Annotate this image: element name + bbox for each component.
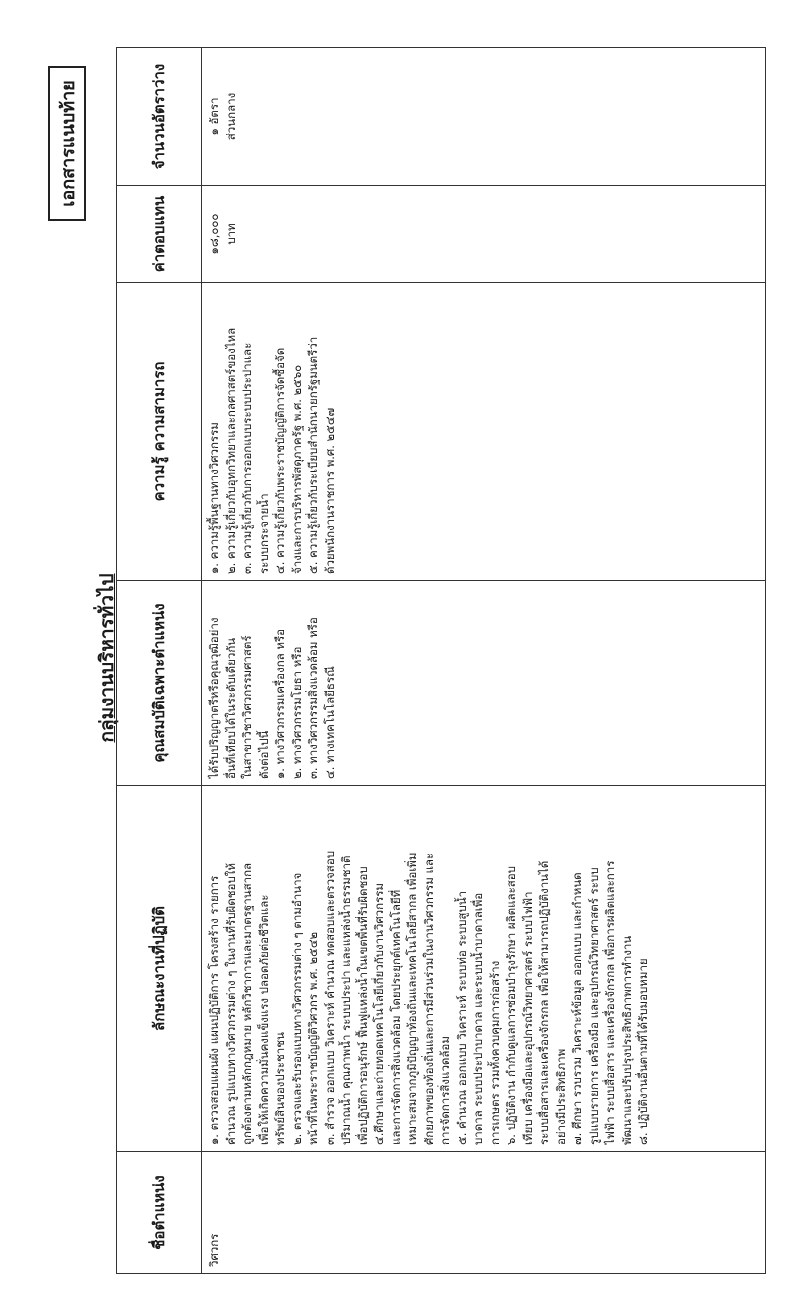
attachment-badge: เอกสารแนบท้าย: [48, 66, 86, 221]
col-header-duties: ลักษณะงานที่ปฏิบัติ: [117, 786, 202, 1152]
duty-line: การจัดการสิ่งแวดล้อม: [438, 1036, 452, 1145]
col-header-knowledge: ความรู้ ความสามารถ: [117, 283, 202, 581]
duty-line: ๗. ศึกษา รวบรวม วิเคราะห์ข้อมูล ออกแบบ และกำหนด: [570, 872, 584, 1145]
job-table: [116, 47, 766, 1274]
duty-line: ถูกต้องตามหลักกฎหมาย หลักวิชาการและมาตรฐานสากล: [240, 862, 254, 1145]
table-row: [202, 48, 766, 1274]
qualification-line: ดังต่อไปนี้: [256, 730, 271, 779]
duty-line: ๖. ปฏิบัติงาน กำกับดูแลการซ่อมบำรุงรักษา ผลิตและสอบ: [504, 866, 518, 1145]
duty-line: เพื่อให้เกิดความมั่นคงแข็งแรง ปลอดภัยต่อชีวิตและ: [256, 894, 271, 1145]
duty-line: รูปแบบรายการ เครื่องมือ และอุปกรณ์วิทยาศาสตร์ ระบบ: [586, 867, 601, 1145]
duty-line: หน้าที่ในพระราชบัญญัติวิศวกร พ.ศ. ๒๕๔๒: [306, 931, 320, 1145]
duty-line: เทียบ เครื่องมือและอุปกรณ์วิทยาศาสตร์ ระบบไฟฟ้า: [520, 891, 535, 1145]
qualification-line: ๒. ทางวิศวกรรมโยธา หรือ: [289, 646, 304, 779]
duty-line: การเกษตร รวมทั้งควบคุมการก่อสร้าง: [487, 960, 502, 1145]
duty-line: ๑. ตรวจสอบแผนผัง แผนปฏิบัติการ โครงสร้าง รายการ: [207, 875, 221, 1145]
knowledge-line: ๑. ความรู้พื้นฐานทางวิศวกรรม: [207, 422, 221, 574]
vacancy-location: ส่วนกลาง: [223, 92, 238, 141]
qualification-line: ๓. ทางวิศวกรรมสิ่งแวดล้อม หรือ: [306, 617, 320, 779]
document-title: กลุ่มงานบริหารทั่วไป: [96, 573, 118, 743]
duty-line: ปริมาณน้ำ คุณภาพน้ำ ระบบประปา และแหล่งน้ำธรรมชาติ: [339, 855, 353, 1145]
duty-line: ๔.ศึกษาและถ่ายทอดเทคโนโลยีเกี่ยวกับงานวิศวกรรม: [372, 882, 386, 1145]
cell-qualifications: [202, 581, 766, 786]
duty-line: คำนวณ รูปแบบทางวิศวกรรมต่าง ๆ ในงานที่รับผิดชอบให้: [223, 863, 238, 1145]
cell-knowledge: [202, 283, 766, 581]
duty-line: อย่างมีประสิทธิภาพ: [553, 1048, 568, 1145]
qualification-line: ๑. ทางวิศวกรรมเครื่องกล หรือ: [273, 628, 287, 779]
col-header-compensation: ค่าตอบแทน: [117, 186, 202, 283]
col-header-qualifications: คุณสมบัติเฉพาะตำแหน่ง: [117, 581, 202, 786]
qualification-line: ๔. ทางเทคโนโลยีธรณี: [322, 666, 337, 779]
cell-duties: [202, 786, 766, 1152]
knowledge-line: ๔. ความรู้เกี่ยวกับพระราชบัญญัติการจัดซื้อจัด: [273, 347, 287, 574]
duty-line: ทรัพย์สินของประชาชน: [273, 1032, 287, 1145]
knowledge-line: ๓. ความรู้เกี่ยวกับการออกแบบระบบประปาและ: [240, 342, 254, 574]
qualification-line: ในสาขาวิชาวิศวกรรมศาสตร์: [240, 635, 254, 779]
duty-line: ๓. สำรวจ ออกแบบ วิเคราะห์ คำนวณ ทดสอบและตรวจสอบ: [322, 850, 337, 1145]
knowledge-line: ด้วยพนักงานราชการ พ.ศ. ๒๕๔๗: [322, 407, 337, 574]
qualification-line: ได้รับปริญญาตรีหรือคุณวุฒิอย่าง: [207, 617, 221, 779]
knowledge-line: ระบบกระจายน้ำ: [256, 493, 271, 574]
qualification-line: อื่นที่เทียบได้ในระดับเดียวกัน: [223, 637, 238, 779]
duty-line: ไฟฟ้า ระบบสื่อสาร และเครื่องจักรกล เพื่อการผลิตและการ: [603, 860, 617, 1145]
duty-line: ๒. ตรวจและรับรองแบบทางวิศวกรรมต่าง ๆ ตามอำนาจ: [289, 872, 304, 1145]
cell-position: วิศวกร: [202, 1152, 766, 1274]
duty-line: ระบบสื่อสารและเครื่องจักรกล เพื่อให้สามารถปฏิบัติงานได้: [537, 860, 551, 1145]
col-header-position: ชื่อตำแหน่ง: [117, 1152, 202, 1274]
table-header-row: [117, 48, 202, 1274]
duty-line: ๘. ปฏิบัติงานอื่นตามที่ได้รับมอบหมาย: [636, 958, 650, 1145]
col-header-vacancies: จำนวนอัตราว่าง: [117, 48, 202, 186]
duty-line: และการจัดการสิ่งแวดล้อม โดยประยุกต์เทคโนโลยีที่: [388, 889, 403, 1145]
duty-line: บาดาล ระบบประปาบาดาล และระบบน้ำบาดาลเพื่อ: [471, 892, 485, 1145]
duty-line: เหมาะสมจากภูมิปัญญาท้องถิ่นและเทคโนโลยีสากล เพื่อเพิ่ม: [405, 852, 419, 1145]
duty-line: ศักยภาพของท้องถิ่นและการมีส่วนร่วมในงานวิศวกรรม และ: [421, 852, 436, 1145]
knowledge-line: จ้างและการบริหารพัสดุภาครัฐ พ.ศ. ๒๕๖๐: [289, 364, 304, 574]
cell-compensation: [202, 186, 766, 283]
duty-line: ๕. คำนวณ ออกแบบ วิเคราะห์ ระบบท่อ ระบบสูบน้ำ: [454, 890, 469, 1145]
compensation-unit: บาท: [223, 223, 238, 245]
duty-line: พัฒนาและปรับปรุงประสิทธิภาพการทำงาน: [619, 935, 634, 1145]
vacancy-count: ๑ อัตรา: [207, 97, 221, 136]
duty-line: เพื่อปฏิบัติการอนุรักษ์ ฟื้นฟูแหล่งน้ำในเขตพื้นที่รับผิดชอบ: [355, 866, 370, 1145]
compensation-amount: ๑๘,๐๐๐: [207, 213, 221, 255]
knowledge-line: ๕. ความรู้เกี่ยวกับระเบียบสำนักนายกรัฐมนตรีว่า: [306, 336, 320, 574]
cell-vacancies: [202, 48, 766, 186]
knowledge-line: ๒. ความรู้เกี่ยวกับอุทกวิทยาและกลศาสตร์ของไหล: [223, 327, 238, 574]
